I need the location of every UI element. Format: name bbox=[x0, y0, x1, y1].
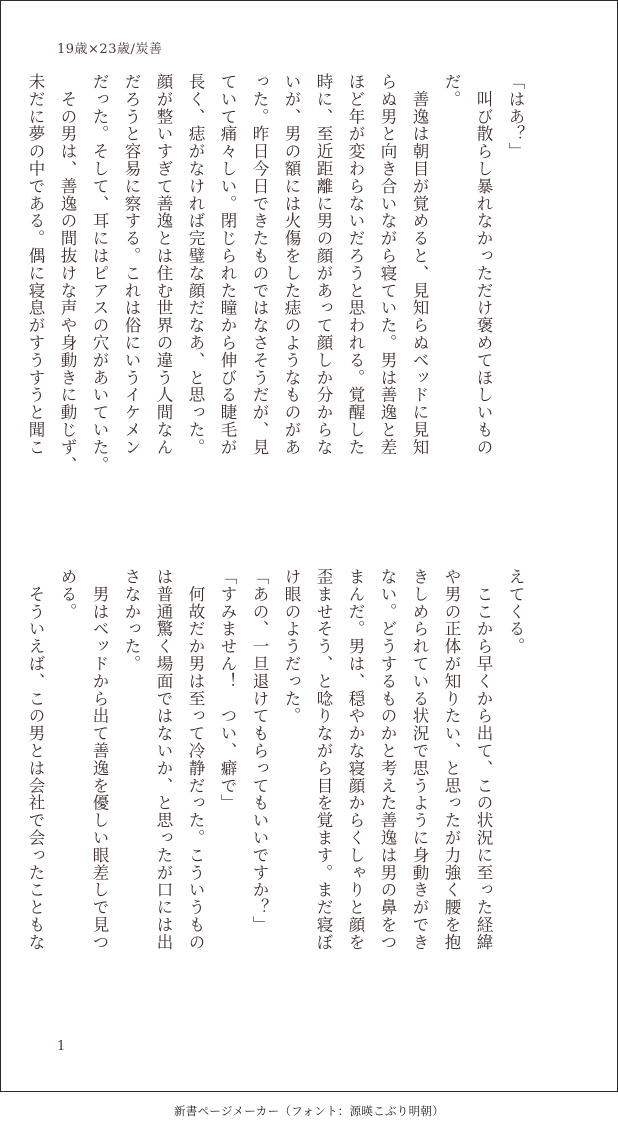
page-number: 1 bbox=[57, 1039, 66, 1054]
text-line: 「すみません！ つい、癖で」 bbox=[218, 568, 237, 812]
text-line: さなかった。 bbox=[122, 568, 141, 673]
text-line: その男は、善逸の間抜けな声や身動きに動じず、 bbox=[58, 73, 77, 474]
text-line: 叫び散らし暴れなかっただけ褒めてほしいもの bbox=[474, 73, 493, 456]
page-header: 19歳×23歳/炭善 bbox=[57, 42, 163, 57]
text-column-top bbox=[26, 73, 531, 513]
text-column-bottom bbox=[26, 568, 531, 1008]
text-line: 未だに夢の中である。偶に寝息がすうすうと聞こ bbox=[26, 73, 45, 456]
text-line: け眼のようだった。 bbox=[282, 568, 301, 725]
text-line: 歪ませそう、と唸りながら目を覚ます。まだ寝ぼ bbox=[314, 568, 333, 951]
text-line: った。昨日今日できたものではなさそうだが、見 bbox=[250, 73, 269, 456]
text-line: ここから早くから出て、この状況に至った経緯 bbox=[474, 568, 493, 951]
text-line: ていて痛々しい。閉じられた瞳から伸びる睫毛が bbox=[218, 73, 237, 456]
text-line: 「はあ？」 bbox=[506, 73, 525, 160]
text-line: や男の正体が知りたい、と思ったが力強く腰を抱 bbox=[442, 568, 461, 951]
text-line: だろうと容易に察する。これは俗にいうイケメン bbox=[122, 73, 141, 456]
text-line: そういえば、この男とは会社で会ったこともな bbox=[26, 568, 45, 951]
text-line: 「あの、一旦退けてもらってもいいですか？」 bbox=[250, 568, 269, 934]
text-line: ない。どうするものかと考えた善逸は男の鼻をつ bbox=[378, 568, 397, 951]
footer-credit: 新書ページメーカー（フォント：源暎こぶり明朝） bbox=[173, 1104, 445, 1118]
text-line: まんだ。男は、穏やかな寝顔からくしゃりと顔を bbox=[346, 568, 365, 951]
text-line: める。 bbox=[58, 568, 77, 621]
text-line: 善逸は朝目が覚めると、見知らぬベッドに見知 bbox=[410, 73, 429, 456]
text-line: 長く、痣がなければ完璧な顔だなあ、と思った。 bbox=[186, 73, 205, 456]
text-line: えてくる。 bbox=[506, 568, 525, 655]
text-line: 顔が整いすぎて善逸とは住む世界の違う人間なん bbox=[154, 73, 173, 456]
text-line: 時に、至近距離に男の顔があって顔しか分からな bbox=[314, 73, 333, 456]
text-line: だった。そして、耳にはピアスの穴があいていた。 bbox=[90, 73, 109, 474]
text-line: いが、男の額には火傷をした痣のようなものがあ bbox=[282, 73, 301, 456]
text-line: だ。 bbox=[442, 73, 461, 108]
text-line: らぬ男と向き合いながら寝ていた。男は善逸と差 bbox=[378, 73, 397, 456]
text-line: 男はベッドから出て善逸を優しい眼差しで見つ bbox=[90, 568, 109, 951]
text-line: ほど年が変わらないだろうと思われる。覚醒した bbox=[346, 73, 365, 456]
text-line: きしめられている状況で思うように身動きができ bbox=[410, 568, 429, 951]
text-line: 何故だか男は至って冷静だった。こういうもの bbox=[186, 568, 205, 951]
text-line: は普通驚く場面ではないか、と思ったが口には出 bbox=[154, 568, 173, 951]
